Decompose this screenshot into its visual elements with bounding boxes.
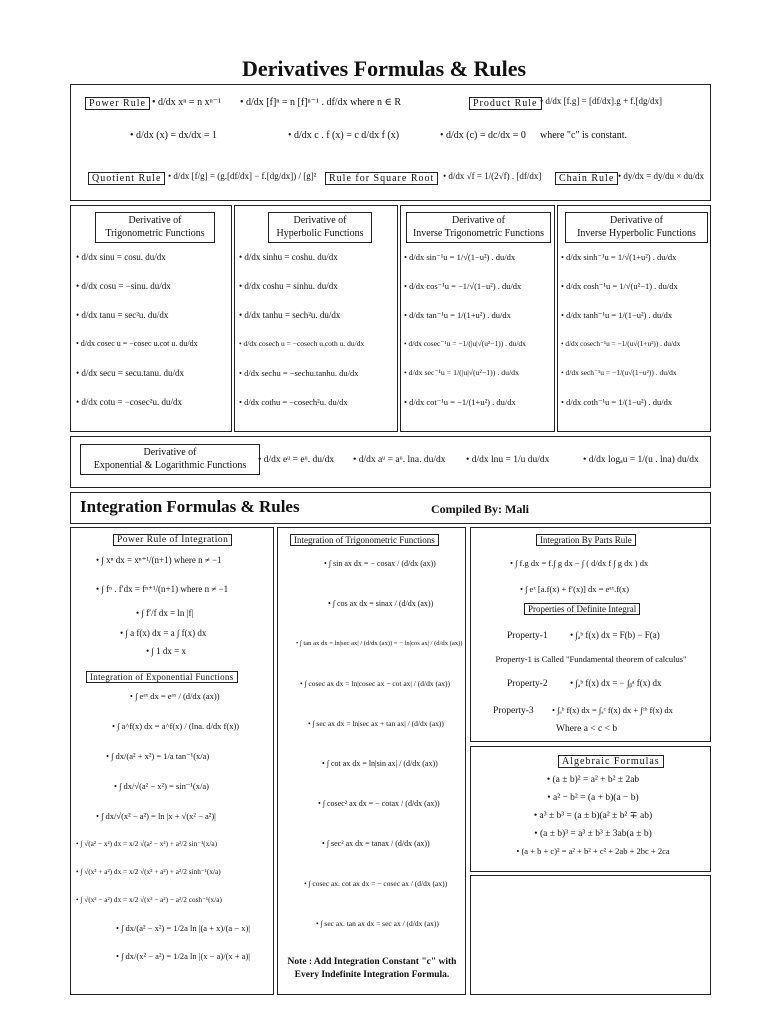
hyper-formula: • d/dx cosech u = −cosech u.coth u. du/dx: [239, 339, 365, 348]
exp-integration-formula: • ∫ dx/√(a² − x²) = sin⁻¹(x/a): [114, 781, 209, 791]
explog-formula: • d/dx lnu = 1/u du/dx: [466, 455, 550, 465]
power-integration-formulas: [96, 556, 271, 665]
trig-integration-formula: • ∫ sin ax dx = − cosax / (d/dx (ax)): [324, 559, 436, 568]
exp-integration-formula: • ∫ √(x² + a²) dx = x/2 √(x² + a²) + a²/2 sinh⁻¹(x/a): [76, 867, 221, 876]
algebraic-formula: • a² − b² = (a + b)(a − b): [547, 793, 639, 803]
invtrig-formula: • d/dx sin⁻¹u = 1/√(1−u²) . du/dx: [404, 252, 516, 262]
explog-formula: • d/dx aᵘ = aᵘ. lna. du/dx: [353, 455, 446, 465]
property-1-label: Property-1: [507, 631, 548, 641]
hyperbolic-derivatives-header: [268, 212, 372, 243]
trig-integration-formula: • ∫ tan ax dx = ln|sec ax| / (d/dx (ax)) = − ln|cos ax| / (d/dx (ax)): [296, 640, 463, 647]
power-integration-header: Power Rule of Integration: [113, 534, 232, 546]
power-integration-formula: • ∫ 1 dx = x: [146, 646, 186, 656]
invtrig-formula: • d/dx cot⁻¹u = −1/(1+u²) . du/dx: [404, 397, 516, 407]
trig-integration-formula: • ∫ cosec ax dx = ln|cosec ax − cot ax| / (d/dx (ax)): [300, 679, 451, 688]
algebraic-formula: • a³ ± b³ = (a ± b)(a² ± b² ∓ ab): [533, 811, 653, 821]
invhyper-header-line2: Inverse Hyperbolic Functions: [577, 227, 696, 239]
invtrig-header-line1: Derivative of: [451, 215, 506, 226]
hyper-header-line2: Hyperbolic Functions: [276, 227, 364, 239]
exp-integration-formula: • ∫ dx/(a² + x²) = 1/a tan⁻¹(x/a): [106, 751, 210, 761]
invhyper-formula: • d/dx cosech⁻¹u = −1/(u√(1+u²)) . du/dx: [561, 339, 681, 348]
trig-formula: • d/dx cosu = −sinu. du/dx: [76, 281, 171, 291]
chain-rule-label: Chain Rule: [555, 172, 618, 185]
hyper-formula: • d/dx sechu = −sechu.tanhu. du/dx: [239, 368, 359, 378]
algebraic-formula: • (a ± b)² = a² + b² ± 2ab: [546, 775, 640, 785]
algebraic-formulas-list: [478, 775, 708, 865]
trig-formula: • d/dx secu = secu.tanu. du/dx: [76, 368, 184, 378]
inverse-trig-derivatives-header: [406, 212, 551, 243]
power-rule-formula-2: • d/dx [f]ⁿ = n [f]ⁿ⁻¹ . df/dx where n ∈ R: [240, 97, 402, 108]
definite-integral-header: Properties of Definite Integral: [524, 603, 640, 615]
derivative-of-constant: • d/dx (c) = dc/dx = 0: [440, 130, 526, 141]
property-3-formula: • ∫ₐᵇ f(x) dx = ∫ₐᶜ f(x) dx + ∫ᶜᵇ f(x) dx: [552, 705, 673, 715]
inverse-hyperbolic-formulas: [561, 253, 711, 427]
trig-integration-formula: • ∫ sec ax. tan ax dx = sec ax / (d/dx (ax)): [316, 919, 439, 928]
exp-integration-formula: • ∫ √(a² − x²) dx = x/2 √(a² − x²) + a²/2 sin⁻¹(x/a): [76, 839, 218, 848]
integration-constant-note: Note : Add Integration Constant "c" with Every Indefinite Integration Formula.: [287, 957, 457, 981]
invhyper-formula: • d/dx cosh⁻¹u = 1/√(u²−1) . du/dx: [561, 281, 678, 291]
explog-formula: • d/dx logₐu = 1/(u . lna) du/dx: [583, 455, 699, 465]
exp-integration-formula: • ∫ a^f(x) dx = a^f(x) / (lna. d/dx f(x)): [112, 721, 240, 731]
square-root-rule-formula: • d/dx √f = 1/(2√f) . [df/dx]: [443, 171, 542, 181]
property-3-label: Property-3: [493, 706, 534, 716]
inverse-hyperbolic-derivatives-header: [565, 212, 708, 243]
algebraic-formulas-header: Algebraic Formulas: [558, 755, 664, 768]
chain-rule-formula: • dy/dx = dy/du × du/dx: [618, 171, 705, 181]
empty-box: [470, 875, 711, 995]
exp-integration-formula: • ∫ eᵃˣ dx = eᵃˣ / (d/dx (ax)): [130, 691, 220, 701]
trig-integration-formulas: [296, 560, 464, 952]
property-3-condition: Where a < c < b: [556, 724, 618, 734]
compiled-by: Compiled By: Mali: [431, 502, 529, 516]
power-rule-formula: • d/dx xⁿ = n xⁿ⁻¹: [152, 97, 221, 108]
page-title: Derivatives Formulas & Rules: [241, 56, 527, 81]
exp-log-header: [80, 444, 260, 475]
exp-integration-formula: • ∫ dx/(x² − a²) = 1/2a ln |(x − a)/(x + a)|: [116, 951, 250, 961]
integration-by-parts-formula: • ∫ f.g dx = f.∫ g dx − ∫ ( d/dx f ∫ g dx ) dx: [510, 558, 649, 568]
quotient-rule-formula: • d/dx [f/g] = (g.[df/dx] − f.[dg/dx]) / [g]²: [168, 171, 317, 181]
trig-formula: • d/dx tanu = sec²u. du/dx: [76, 310, 169, 320]
exp-integration-formula: • ∫ √(x² − a²) dx = x/2 √(x² − a²) − a²/2 cosh⁻¹(x/a): [76, 895, 222, 904]
explog-header-line1: Derivative of: [143, 447, 197, 458]
property-2-formula: • ∫ₐᵇ f(x) dx = − ∫ᵦᵃ f(x) dx: [570, 678, 662, 688]
invhyper-formula: • d/dx coth⁻¹u = 1/(1−u²) . du/dx: [561, 397, 673, 407]
derivative-of-x: • d/dx (x) = dx/dx = 1: [130, 130, 217, 141]
invtrig-formula: • d/dx sec⁻¹u = 1/(|u|√(u²−1)) . du/dx: [404, 368, 519, 377]
hyper-formula: • d/dx cothu = −cosech²u. du/dx: [239, 397, 348, 407]
power-integration-formula: • ∫ f′/f dx = ln |f|: [136, 608, 194, 618]
invtrig-formula: • d/dx cos⁻¹u = −1/√(1−u²) . du/dx: [404, 281, 522, 291]
power-integration-formula: • ∫ a f(x) dx = a ∫ f(x) dx: [120, 628, 207, 638]
algebraic-formula: • (a ± b)³ = a³ ± b³ ± 3ab(a ± b): [534, 829, 652, 839]
trig-integration-header: Integration of Trigonometric Functions: [290, 534, 439, 546]
property-1-note: Property-1 is Called "Fundamental theorem of calculus": [495, 654, 687, 664]
property-1-formula: • ∫ₐᵇ f(x) dx = F(b) − F(a): [570, 630, 660, 640]
trig-header-line1: Derivative of: [128, 215, 182, 226]
trig-formula: • d/dx sinu = cosu. du/dx: [76, 252, 166, 262]
quotient-rule-label: Quotient Rule: [88, 172, 165, 185]
power-rule-label: Power Rule: [85, 97, 150, 110]
constant-note: where "c" is constant.: [540, 130, 628, 141]
explog-formula: • d/dx eᵘ = eᵘ. du/dx: [258, 455, 335, 465]
hyperbolic-formulas: [239, 253, 395, 427]
invtrig-formula: • d/dx cosec⁻¹u = −1/(|u|√(u²−1)) . du/dx: [404, 339, 526, 348]
integration-by-parts-header: Integration By Parts Rule: [536, 534, 636, 546]
product-rule-formula: • d/dx [f.g] = [df/dx].g + f.[dg/dx]: [540, 96, 663, 106]
algebraic-formula: • (a + b + c)² = a² + b² + c² + 2ab + 2bc + 2ca: [516, 846, 670, 856]
exp-integration-header: Integration of Exponential Functions: [86, 671, 238, 683]
hyper-header-line1: Derivative of: [293, 215, 347, 226]
hyper-formula: • d/dx coshu = sinhu. du/dx: [239, 281, 338, 291]
product-rule-label: Product Rule: [469, 97, 542, 110]
trig-header-line2: Trigonometric Functions: [105, 227, 205, 239]
property-2-label: Property-2: [507, 679, 548, 689]
integration-by-parts-formula: • ∫ eˣ [a.f(x) + f′(x)] dx = eᵃˣ.f(x): [520, 584, 629, 594]
hyper-formula: • d/dx tanhu = sech²u. du/dx: [239, 310, 341, 320]
trig-integration-formula: • ∫ cos ax dx = sinax / (d/dx (ax)): [328, 599, 434, 608]
power-integration-formula: • ∫ fⁿ . f′dx = fⁿ⁺¹/(n+1) where n ≠ −1: [96, 584, 229, 594]
invhyper-formula: • d/dx sech⁻¹u = −1/(u√(1−u²)) . du/dx: [561, 368, 677, 377]
trig-formula: • d/dx cotu = −cosec²u. du/dx: [76, 397, 182, 407]
integration-title: Integration Formulas & Rules: [80, 497, 300, 516]
trig-integration-formula: • ∫ sec² ax dx = tanax / (d/dx (ax)): [322, 839, 430, 848]
constant-multiple-rule: • d/dx c . f (x) = c d/dx f (x): [288, 130, 400, 141]
invhyper-formula: • d/dx sinh⁻¹u = 1/√(1+u²) . du/dx: [561, 252, 677, 262]
inverse-trig-formulas: [404, 253, 554, 427]
trig-formulas: [76, 253, 230, 427]
invtrig-header-line2: Inverse Trigonometric Functions: [412, 227, 545, 239]
invtrig-formula: • d/dx tan⁻¹u = 1/(1+u²) . du/dx: [404, 310, 511, 320]
trig-integration-formula: • ∫ sec ax dx = ln|sec ax + tan ax| / (d/dx (ax)): [308, 719, 444, 728]
exp-integration-formula: • ∫ dx/√(x² − a²) = ln |x + √(x² − a²)|: [96, 811, 216, 821]
explog-header-line2: Exponential & Logarithmic Functions: [93, 459, 247, 471]
hyper-formula: • d/dx sinhu = coshu. du/dx: [239, 252, 338, 262]
exp-integration-formulas: [76, 692, 272, 980]
trig-integration-formula: • ∫ cosec² ax dx = − cotax / (d/dx (ax)): [318, 799, 440, 808]
trig-integration-formula: • ∫ cosec ax. cot ax dx = − cosec ax / (d/dx (ax)): [304, 879, 448, 888]
square-root-rule-label: Rule for Square Root: [325, 172, 438, 185]
trig-integration-formula: • ∫ cot ax dx = ln|sin ax| / (d/dx (ax)): [322, 759, 438, 768]
invhyper-header-line1: Derivative of: [609, 215, 664, 226]
exp-integration-formula: • ∫ dx/(a² − x²) = 1/2a ln |(a + x)/(a − x)|: [116, 923, 250, 933]
trig-derivatives-header: [95, 212, 215, 243]
invhyper-formula: • d/dx tanh⁻¹u = 1/(1−u²) . du/dx: [561, 310, 673, 320]
trig-formula: • d/dx cosec u = −cosec u.cot u. du/dx: [76, 339, 198, 348]
power-integration-formula: • ∫ xⁿ dx = xⁿ⁺¹/(n+1) where n ≠ −1: [96, 555, 222, 565]
